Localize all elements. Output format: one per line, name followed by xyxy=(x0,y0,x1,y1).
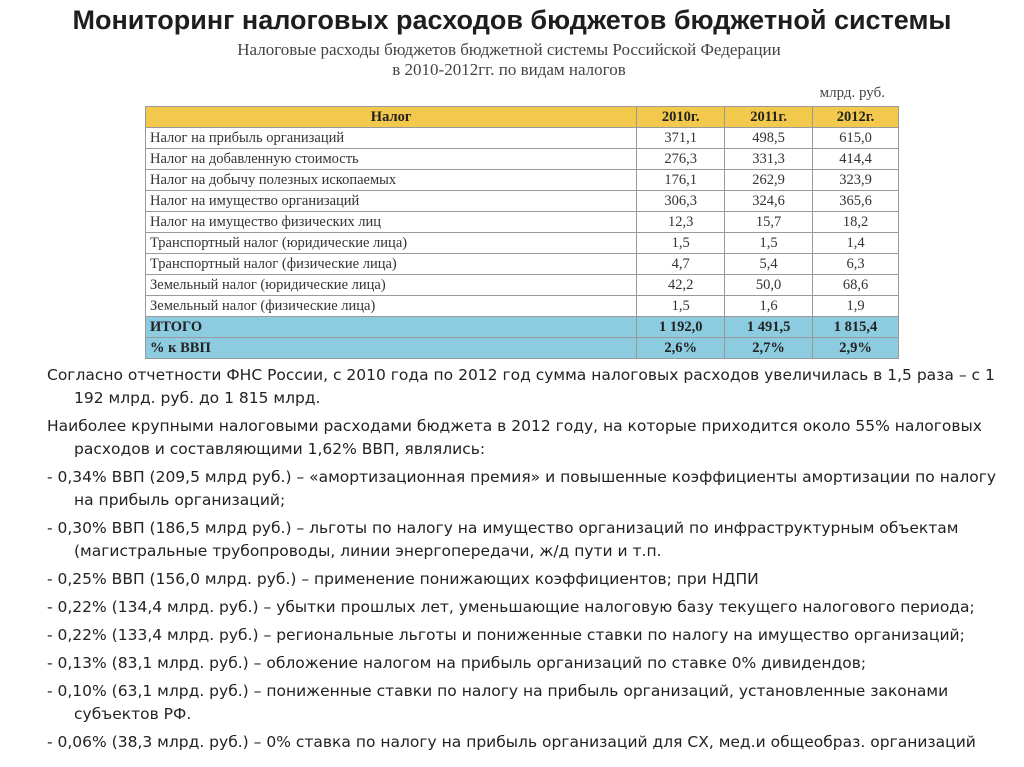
table-row xyxy=(146,296,899,317)
header-cell: Налог xyxy=(146,107,637,128)
value-cell: 4,7 xyxy=(637,254,725,275)
value-cell: 1,5 xyxy=(725,233,813,254)
list-item: - 0,30% ВВП (186,5 млрд руб.) – льготы по налогу на имущество организаций по инфраструктурным объектам (магистральные трубопроводы, линии энергопередачи, ж/д пути и т.п. xyxy=(47,519,959,560)
table-row xyxy=(146,254,899,275)
total-row xyxy=(146,317,899,338)
value-cell: 1,5 xyxy=(637,296,725,317)
list-item: - 0,10% (63,1 млрд. руб.) – пониженные ставки по налогу на прибыль организаций, установленные законами субъектов РФ. xyxy=(47,682,949,723)
table-row xyxy=(146,170,899,191)
list-item: - 0,22% (133,4 млрд. руб.) – региональные льготы и пониженные ставки по налогу на имущество организаций; xyxy=(47,626,965,644)
table-row xyxy=(146,191,899,212)
value-cell: 262,9 xyxy=(725,170,813,191)
tax-name-cell: Транспортный налог (юридические лица) xyxy=(146,233,637,254)
value-cell: 1,4 xyxy=(813,233,899,254)
gdp-share-row xyxy=(146,338,899,359)
header-cell: 2010г. xyxy=(637,107,725,128)
value-cell: 176,1 xyxy=(637,170,725,191)
table-row xyxy=(146,149,899,170)
page-title: Мониторинг налоговых расходов бюджетов бюджетной системы xyxy=(72,5,952,35)
value-cell: 42,2 xyxy=(637,275,725,296)
header-cell: 2012г. xyxy=(813,107,899,128)
value-cell: 1,5 xyxy=(637,233,725,254)
table-row xyxy=(146,233,899,254)
list-item: - 0,13% (83,1 млрд. руб.) – обложение налогом на прибыль организаций по ставке 0% дивидендов; xyxy=(47,654,867,672)
value-cell: 15,7 xyxy=(725,212,813,233)
value-cell: 18,2 xyxy=(813,212,899,233)
gdp-value-cell: 2,6% xyxy=(637,338,725,359)
tax-name-cell: Налог на добычу полезных ископаемых xyxy=(146,170,637,191)
value-cell: 6,3 xyxy=(813,254,899,275)
paragraph-intro: Наиболее крупными налоговыми расходами бюджета в 2012 году, на которые приходится около 55% налоговых расходов и составляющими 1,62% ВВП, являлись: xyxy=(47,417,982,458)
table-row xyxy=(146,128,899,149)
tax-name-cell: Налог на имущество организаций xyxy=(146,191,637,212)
value-cell: 324,6 xyxy=(725,191,813,212)
value-cell: 615,0 xyxy=(813,128,899,149)
table-header-row xyxy=(146,107,899,128)
value-cell: 371,1 xyxy=(637,128,725,149)
list-item: - 0,34% ВВП (209,5 млрд руб.) – «амортизационная премия» и повышенные коэффициенты амортизации по налогу на прибыль организаций; xyxy=(47,468,997,509)
value-cell: 1,9 xyxy=(813,296,899,317)
gdp-value-cell: 2,7% xyxy=(725,338,813,359)
tax-name-cell: Налог на прибыль организаций xyxy=(146,128,637,149)
value-cell: 365,6 xyxy=(813,191,899,212)
table-row xyxy=(146,275,899,296)
value-cell: 498,5 xyxy=(725,128,813,149)
value-cell: 276,3 xyxy=(637,149,725,170)
table-unit: млрд. руб. xyxy=(819,85,885,101)
tax-name-cell: Налог на добавленную стоимость xyxy=(146,149,637,170)
value-cell: 323,9 xyxy=(813,170,899,191)
paragraph-summary: Согласно отчетности ФНС России, с 2010 года по 2012 год сумма налоговых расходов увеличилась в 1,5 раза – с 1 192 млрд. руб. до 1 815 млрд. xyxy=(47,366,995,407)
value-cell: 306,3 xyxy=(637,191,725,212)
table-row xyxy=(146,212,899,233)
total-value-cell: 1 491,5 xyxy=(725,317,813,338)
total-value-cell: 1 815,4 xyxy=(813,317,899,338)
value-cell: 331,3 xyxy=(725,149,813,170)
total-label-cell: ИТОГО xyxy=(146,317,637,338)
value-cell: 414,4 xyxy=(813,149,899,170)
header-cell: 2011г. xyxy=(725,107,813,128)
table-image xyxy=(145,40,903,359)
total-value-cell: 1 192,0 xyxy=(637,317,725,338)
value-cell: 12,3 xyxy=(637,212,725,233)
gdp-label-cell: % к ВВП xyxy=(146,338,637,359)
value-cell: 50,0 xyxy=(725,275,813,296)
list-item: - 0,22% (134,4 млрд. руб.) – убытки прошлых лет, уменьшающие налоговую базу текущего налогового периода; xyxy=(47,598,975,616)
list-item: - 0,06% (38,3 млрд. руб.) – 0% ставка по налогу на прибыль организаций для СХ, мед.и общеобраз. организаций xyxy=(47,733,976,751)
table-caption-line-1: Налоговые расходы бюджетов бюджетной системы Российской Федерации xyxy=(237,40,781,59)
value-cell: 5,4 xyxy=(725,254,813,275)
value-cell: 1,6 xyxy=(725,296,813,317)
tax-name-cell: Транспортный налог (физические лица) xyxy=(146,254,637,275)
body-text xyxy=(47,364,1017,759)
tax-name-cell: Земельный налог (физические лица) xyxy=(146,296,637,317)
tax-name-cell: Налог на имущество физических лиц xyxy=(146,212,637,233)
value-cell: 68,6 xyxy=(813,275,899,296)
list-item: - 0,25% ВВП (156,0 млрд. руб.) – применение понижающих коэффициентов; при НДПИ xyxy=(47,570,759,588)
table-caption-line-2: в 2010-2012гг. по видам налогов xyxy=(392,60,626,79)
tax-expenditure-table xyxy=(145,106,899,359)
tax-name-cell: Земельный налог (юридические лица) xyxy=(146,275,637,296)
gdp-value-cell: 2,9% xyxy=(813,338,899,359)
